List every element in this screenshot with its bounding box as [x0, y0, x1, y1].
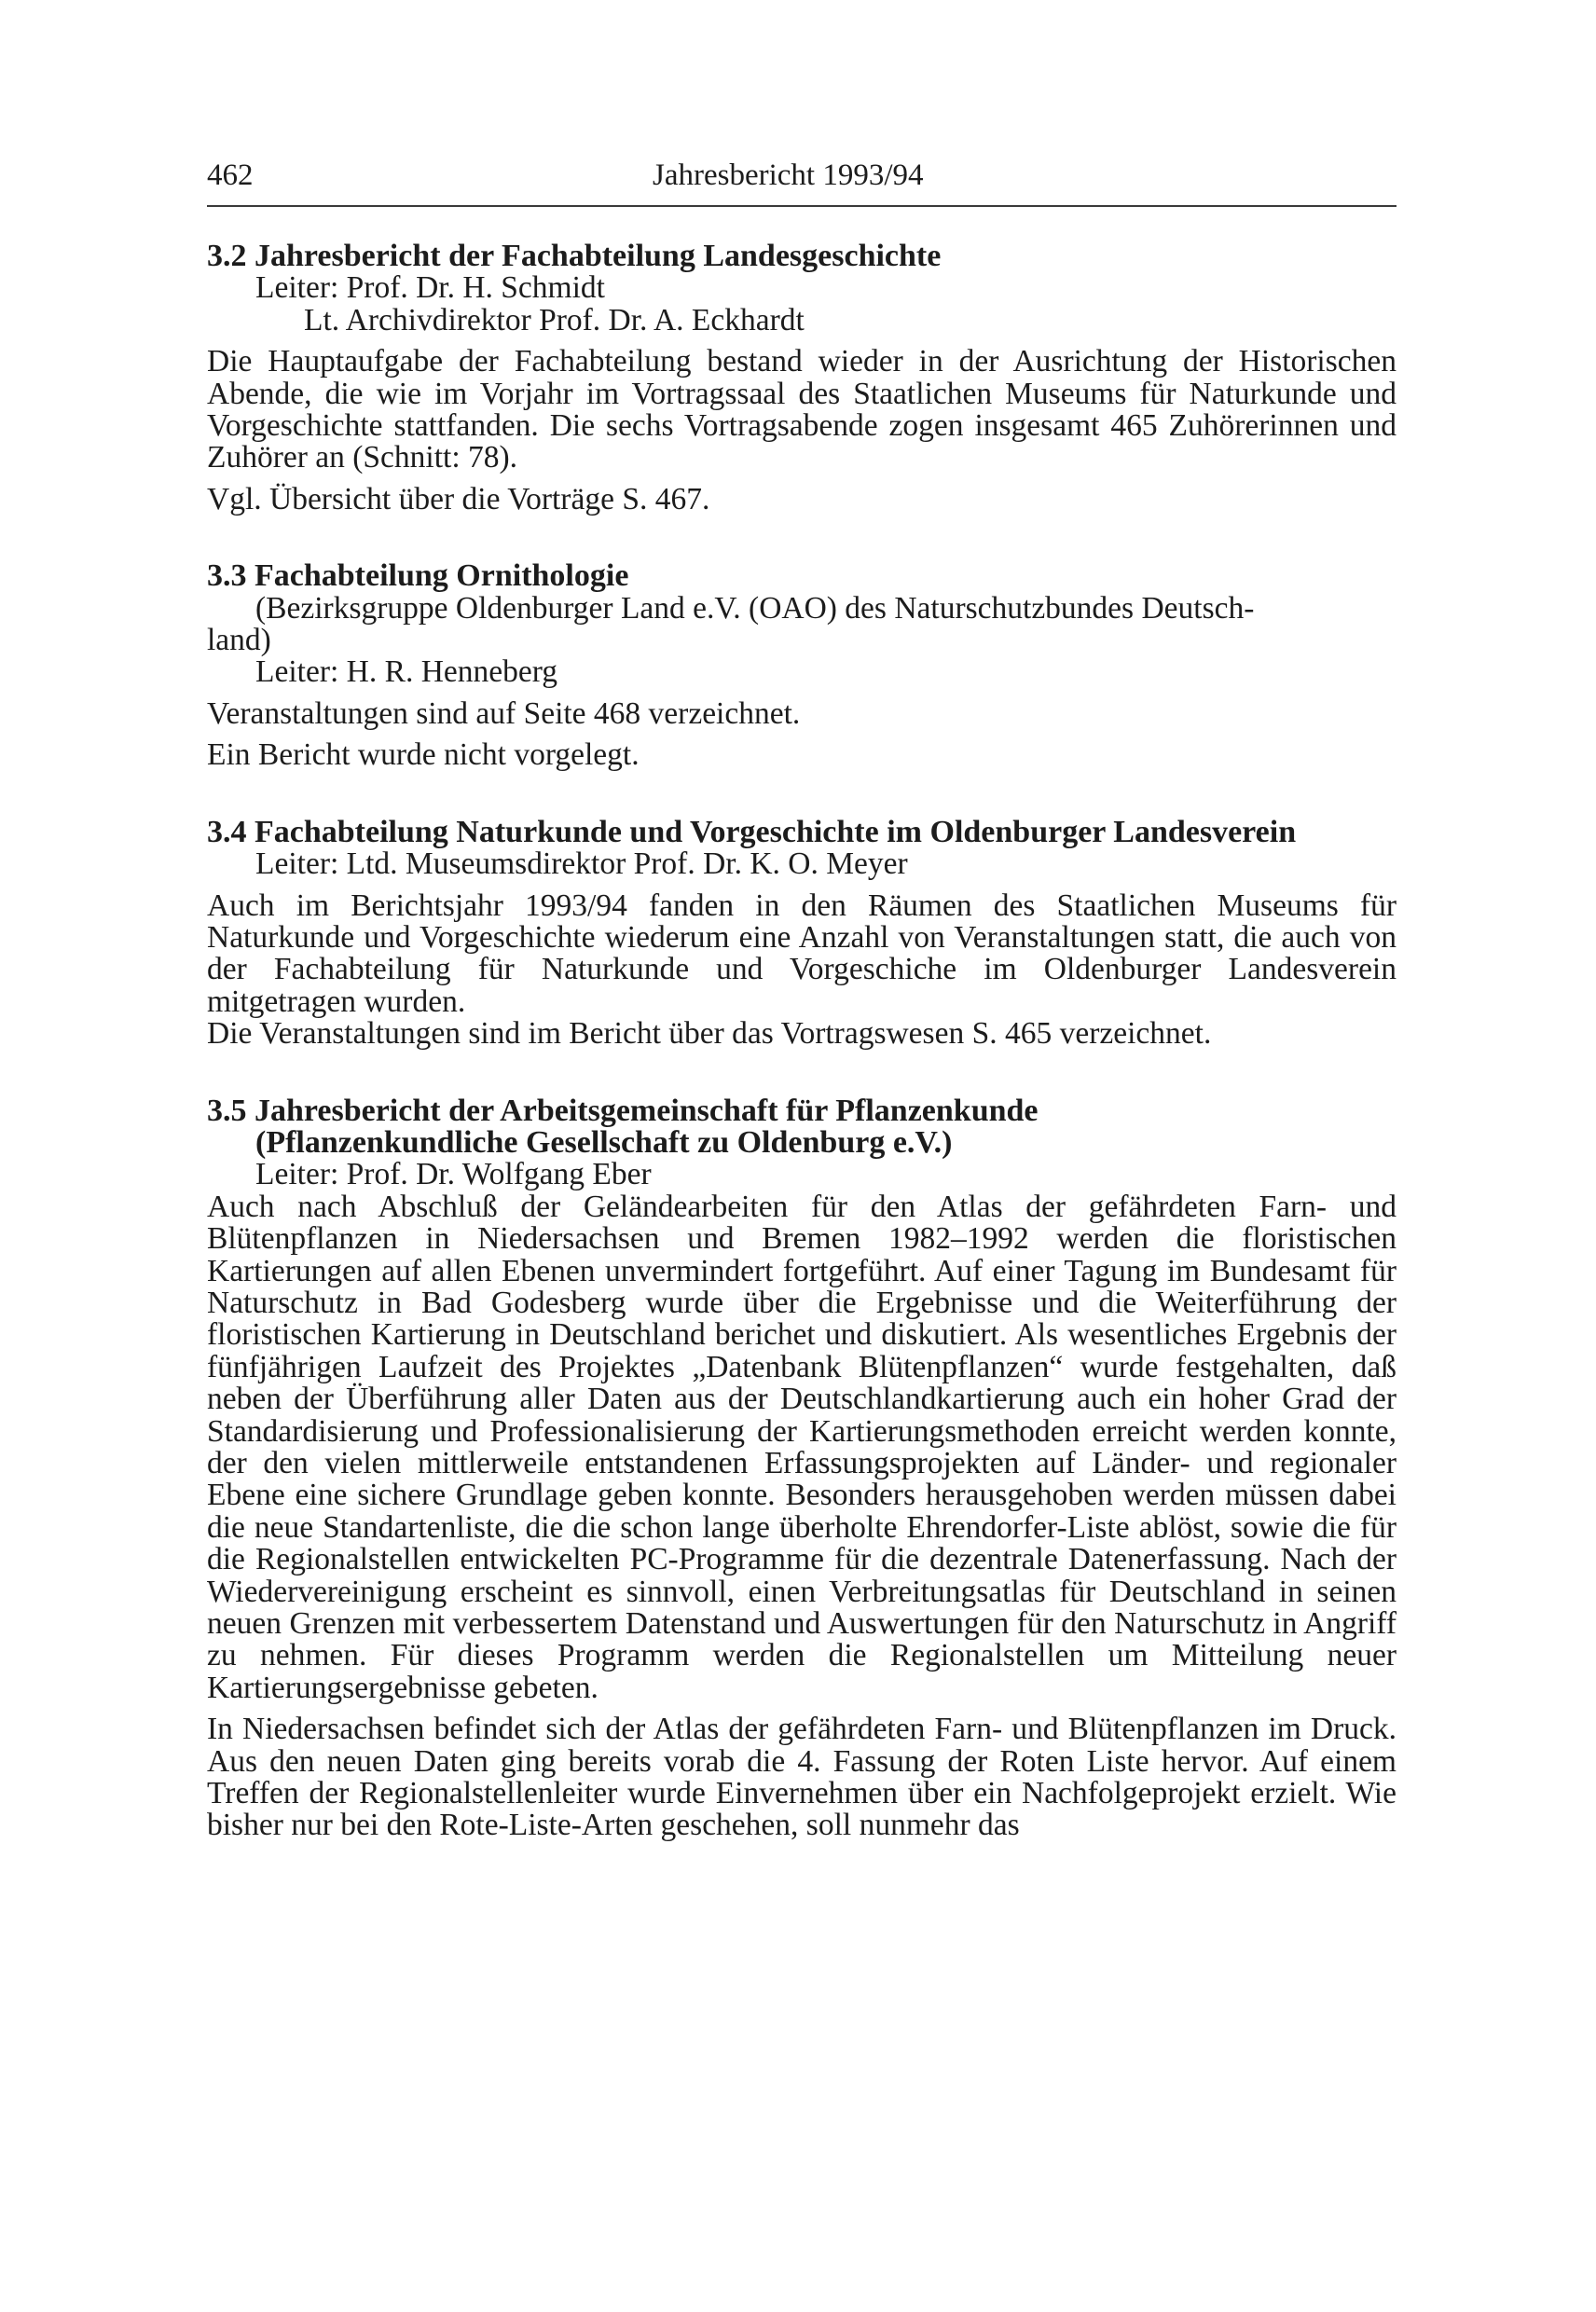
leader-line: Leiter: Prof. Dr. H. Schmidt — [255, 270, 605, 306]
section-heading-continuation: (Pflanzenkundliche Gesellschaft zu Oldenburg e.V.) — [255, 1124, 953, 1160]
section-heading: 3.4 Fachabteilung Naturkunde und Vorgeschichte im Oldenburger Landesverein — [207, 814, 1297, 849]
paragraph: Ein Bericht wurde nicht vorgelegt. — [207, 737, 640, 773]
paragraph: Auch im Berichtsjahr 1993/94 fanden in den Räumen des Staatlichen Museums für Naturkunde und Vorgeschichte wiederum eine Anzahl von Veranstaltungen statt, die auch von der Fachabteilung für Naturkunde und Vorgeschiche im Oldenburger Landesverein mitgetragen wurden. — [207, 888, 1396, 1019]
subtitle-line: land) — [207, 623, 271, 658]
leader-line: Lt. Archivdirektor Prof. Dr. A. Eckhardt — [304, 302, 805, 337]
section-heading: 3.3 Fachabteilung Ornithologie — [207, 558, 629, 594]
section-heading: 3.2 Jahresbericht der Fachabteilung Landesgeschichte — [207, 239, 942, 273]
paragraph: In Niedersachsen befindet sich der Atlas der gefährdeten Farn- und Blütenpflanzen im Druck. Aus den neuen Daten ging bereits vorab die 4. Fassung der Roten Liste hervor. Auf einem Treffen der Regionalstellenleiter wurde Einvernehmen über ein Nachfolgeprojekt erzielt. Wie bisher nur bei den Rote-Liste-Arten geschehen, soll nunmehr das — [207, 1712, 1396, 1843]
leader-line: Leiter: H. R. Henneberg — [255, 654, 558, 690]
paragraph: Die Hauptaufgabe der Fachabteilung bestand wieder in der Ausrichtung der Historischen Abende, die wie im Vorjahr im Vortragssaal des Staatlichen Museums für Naturkunde und Vorgeschichte stattfanden. Die sechs Vortragsabende zogen insgesamt 465 Zuhörerinnen und Zuhörer an (Schnitt: 78). — [207, 344, 1396, 475]
section-3-4 — [207, 814, 1396, 1052]
paragraph: Auch nach Abschluß der Geländearbeiten für den Atlas der gefährdeten Farn- und Blütenpflanzen in Niedersachsen und Bremen 1982–1992 werden die floristischen Kartierungen auf allen Ebenen unvermindert fortgeführt. Auf einer Tagung im Bundesamt für Naturschutz in Bad Godesberg wurde über die Ergebnisse und die Weiterführung der floristischen Kartierung in Deutschland berichet und diskutiert. Als wesentliches Ergebnis der fünfjährigen Laufzeit des Projektes „Datenbank Blütenpflanzen“ wurde festgehalten, daß neben der Überführung aller Daten aus der Deutschlandkartierung auch ein hoher Grad der Standardisierung und Professionalisierung der Kartierungsmethoden erreicht werden konnte, der den vielen mittlerweile entstandenen Erfassungsprojekten auf Länder- und regionaler Ebene eine sichere Grundlage geben konnte. Besonders herausgehoben werden müssen dabei die neue Standartenliste, die die schon lange überholte Ehrendorfer-Liste ablöst, sowie die für die Regionalstellen entwickelten PC-Programme für die dezentrale Datenerfassung. Nach der Wiedervereinigung erscheint es sinnvoll, einen Verbreitungsatlas für Deutschland in seinen neuen Grenzen mit verbessertem Datenstand und Auswertungen für den Naturschutz in Angriff zu nehmen. Für dieses Programm werden die Regionalstellen um Mitteilung neuer Kartierungsergebnisse gebeten. — [207, 1189, 1396, 1705]
paragraph: Die Veranstaltungen sind im Bericht über das Vortragswesen S. 465 verzeichnet. — [207, 1016, 1212, 1052]
page-header — [207, 153, 1396, 207]
body-text — [207, 241, 1396, 1842]
running-title: Jahresbericht 1993/94 — [653, 158, 924, 192]
page-number: 462 — [207, 158, 254, 192]
leader-line: Leiter: Prof. Dr. Wolfgang Eber — [255, 1157, 652, 1192]
paragraph: Vgl. Übersicht über die Vorträge S. 467. — [207, 481, 710, 516]
section-3-5 — [207, 1095, 1396, 1842]
section-3-2 — [207, 241, 1396, 516]
paragraph: Veranstaltungen sind auf Seite 468 verzeichnet. — [207, 695, 801, 731]
leader-line: Leiter: Ltd. Museumsdirektor Prof. Dr. K. O. Meyer — [255, 846, 908, 882]
section-3-3 — [207, 560, 1396, 771]
subtitle-line: (Bezirksgruppe Oldenburger Land e.V. (OAO) des Naturschutzbundes Deutsch- — [255, 590, 1255, 626]
section-heading-line: 3.5 Jahresbericht der Arbeitsgemeinschaft für Pflanzenkunde — [207, 1093, 1039, 1128]
section-heading — [207, 1095, 1396, 1160]
